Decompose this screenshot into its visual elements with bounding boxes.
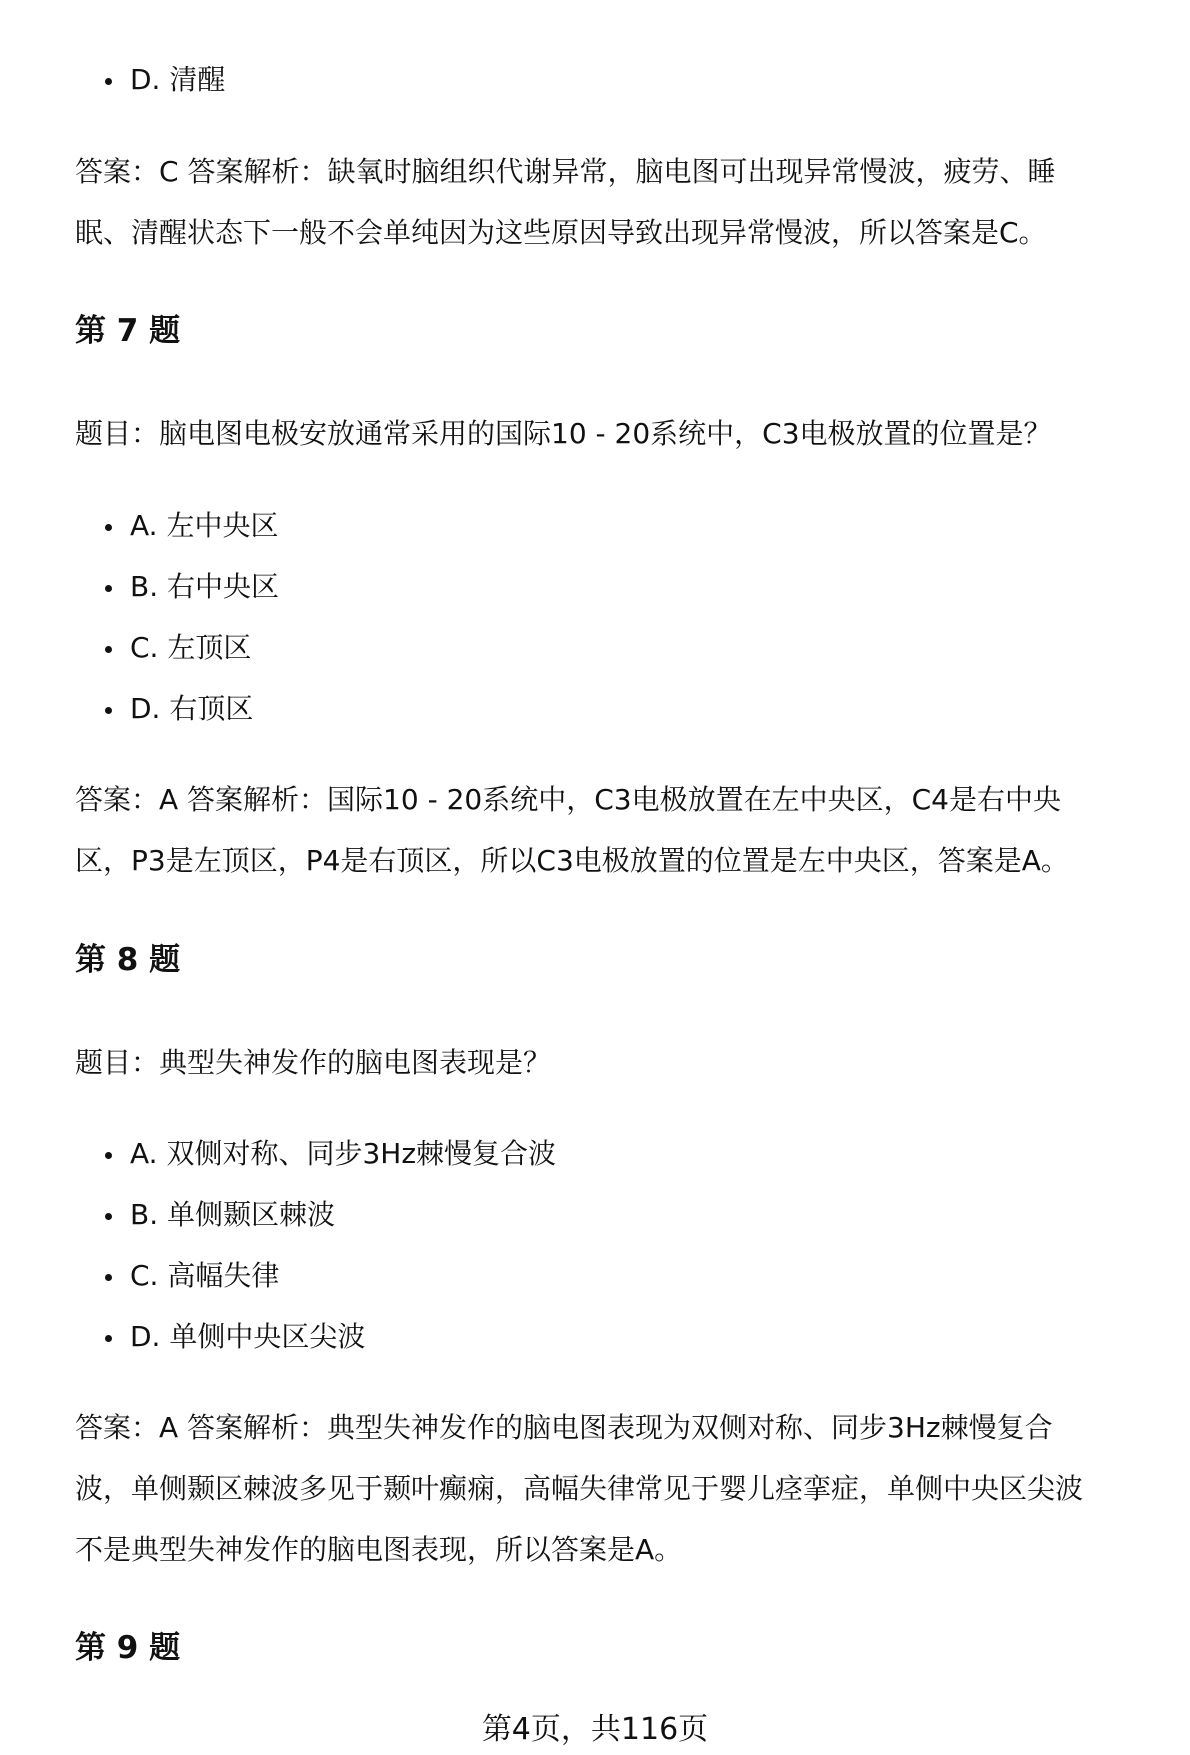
answer-line: 答案：A 答案解析：典型失神发作的脑电图表现为双侧对称、同步3Hz棘慢复合 bbox=[75, 1411, 1053, 1444]
answer-line: 波，单侧颞区棘波多见于颞叶癫痫，高幅失律常见于婴儿痉挛症，单侧中央区尖波 bbox=[75, 1472, 1084, 1505]
option-a: A. 双侧对称、同步3Hz棘慢复合波 bbox=[130, 1137, 557, 1170]
answer-line: 区，P3是左顶区，P4是右顶区，所以C3电极放置的位置是左中央区，答案是A。 bbox=[75, 844, 1069, 877]
question-heading: 第 7 题 bbox=[75, 313, 181, 349]
option-b: B. 单侧颞区棘波 bbox=[130, 1198, 336, 1231]
question-text: 题目：典型失神发作的脑电图表现是？ bbox=[75, 1046, 552, 1079]
option-b: B. 右中央区 bbox=[130, 570, 280, 603]
option-d: D. 清醒 bbox=[130, 63, 226, 96]
option-d: D. 单侧中央区尖波 bbox=[130, 1320, 366, 1353]
option-a: A. 左中央区 bbox=[130, 509, 279, 542]
question-heading: 第 9 题 bbox=[75, 1630, 181, 1666]
question-text: 题目：脑电图电极安放通常采用的国际10 - 20系统中，C3电极放置的位置是？ bbox=[75, 417, 1052, 450]
answer-line: 不是典型失神发作的脑电图表现，所以答案是A。 bbox=[75, 1533, 683, 1566]
answer-line: 答案：A 答案解析：国际10 - 20系统中，C3电极放置在左中央区，C4是右中央 bbox=[75, 783, 1061, 816]
option-c: C. 高幅失律 bbox=[130, 1259, 280, 1292]
option-d: D. 右顶区 bbox=[130, 692, 254, 725]
answer-line: 答案：C 答案解析：缺氧时脑组织代谢异常，脑电图可出现异常慢波，疲劳、睡 bbox=[75, 155, 1056, 188]
page-number: 第4页，共116页 bbox=[481, 1712, 709, 1747]
answer-line: 眠、清醒状态下一般不会单纯因为这些原因导致出现异常慢波，所以答案是C。 bbox=[75, 216, 1047, 249]
question-heading: 第 8 题 bbox=[75, 942, 181, 978]
option-c: C. 左顶区 bbox=[130, 631, 252, 664]
